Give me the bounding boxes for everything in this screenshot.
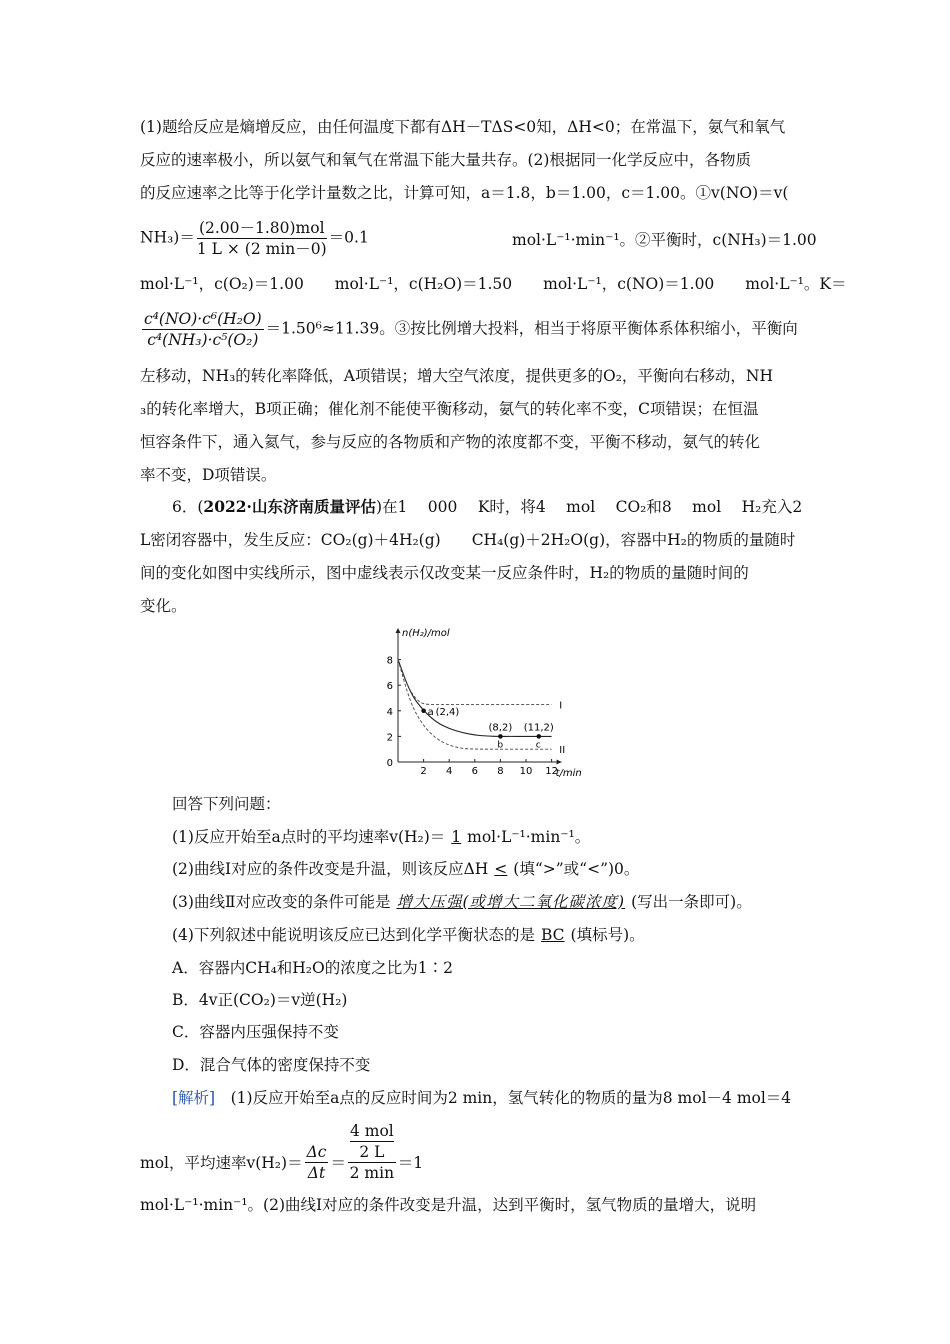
formula-result: ＝0.1: [328, 228, 369, 247]
text-line: 间的变化如图中实线所示，图中虚线表示仅改变某一反应条件时，H₂的物质的量随时间的: [140, 564, 749, 582]
y-tick-label: 0: [386, 758, 393, 769]
formula-rate-nh3: [140, 218, 369, 259]
y-axis-label: n(H₂)/mol: [402, 628, 450, 639]
sub-question-text: (填标号)。: [570, 926, 645, 944]
option-a: A．容器内CH₄和H₂O的浓度之比为1∶2: [172, 959, 453, 977]
answer-4: BC: [540, 926, 565, 944]
y-tick-label: 2: [386, 732, 393, 744]
fraction-numerator: Δc: [306, 1143, 327, 1161]
text-line: mol·L⁻¹，c(O₂)＝1.00 mol·L⁻¹，c(H₂O)＝1.50 mol·L⁻¹，c(NO)＝1.00 mol·L⁻¹。K＝: [140, 275, 847, 293]
question-text: )在1 000 K时，将4 mol CO₂和8 mol H₂充入2: [375, 498, 803, 516]
x-tick-label: 12: [545, 766, 558, 777]
answer-2: <: [494, 860, 508, 878]
text-line: 恒容条件下，通入氦气，参与反应的各物质和产物的浓度都不变，平衡不移动，氨气的转化: [140, 433, 761, 451]
sub-question-text: (写出一条即可)。: [631, 893, 752, 911]
point-label: b: [497, 740, 504, 751]
curve-label-I: I: [559, 700, 563, 712]
text-line: (1)题给反应是熵增反应，由任何温度下都有ΔH－TΔS<0知，ΔH<0；在常温下，氨气和氧气: [140, 118, 786, 136]
text-line: mol·L⁻¹·min⁻¹。②平衡时，c(NH₃)＝1.00: [512, 231, 817, 249]
data-point-a: [421, 709, 426, 714]
sub-question-text: mol·L⁻¹·min⁻¹。: [467, 828, 591, 846]
x-tick-label: 6: [471, 766, 478, 777]
series-line-I: [398, 660, 552, 705]
answer-3: 增大压强(或增大二氧化碳浓度): [396, 893, 626, 911]
formula-k: [140, 309, 798, 350]
formula-prefix: mol，平均速率v(H₂)＝: [140, 1153, 303, 1172]
fraction: [305, 1120, 329, 1183]
x-axis-arrow: [557, 760, 562, 765]
sub-question-text: (2)曲线Ⅰ对应的条件改变是升温，则该反应ΔH: [172, 860, 489, 878]
text-line: 的反应速率之比等于化学计量数之比，计算可知，a＝1.8，b＝1.00，c＝1.00。①v(NO)＝v(: [140, 184, 789, 202]
inner-denominator: 2 L: [359, 1142, 385, 1161]
formula-result: ＝1: [397, 1153, 424, 1172]
analysis-tag: [解析]: [172, 1089, 216, 1107]
inner-numerator: 4 mol: [349, 1121, 394, 1140]
sub-question-3: [172, 892, 752, 912]
analysis-text: (1)反应开始至a点的反应时间为2 min，氢气转化的物质的量为8 mol－4 mol＝4: [230, 1089, 792, 1107]
fraction-numerator: c⁴(NO)·c⁶(H₂O): [144, 310, 262, 328]
point-coord: (2,4): [435, 706, 460, 718]
point-label: c: [535, 740, 541, 751]
answer-1: 1: [451, 828, 462, 846]
text-line: mol·L⁻¹·min⁻¹。(2)曲线Ⅰ对应的条件改变是升温，达到平衡时，氢气物质的量增大，说明: [140, 1196, 757, 1214]
y-tick-label: 4: [386, 706, 393, 718]
data-point-b: [498, 734, 503, 739]
formula-rate-h2: mol，平均速率v(H₂)＝ $\frac{\Delta c}{\Delta t}$ ＝ 4 mol 2 L 2 min ＝1: [140, 1121, 424, 1182]
fraction-numerator: [348, 1121, 396, 1163]
text-line: 变化。: [140, 597, 187, 615]
text-line: 反应的速率极小，所以氨气和氧气在常温下能大量共存。(2)根据同一化学反应中，各物质: [140, 151, 751, 169]
fraction: [197, 218, 327, 259]
data-point-c: [537, 734, 542, 739]
y-axis-arrow: [396, 628, 401, 633]
text-line: L密闭容器中，发生反应：CO₂(g)＋4H₂(g) CH₄(g)＋2H₂O(g)，容器中H₂的物质的量随时: [140, 531, 796, 549]
formula-result: ＝1.50⁶≈11.39。③按比例增大投料，相当于将原平衡体系体积缩小，平衡向: [265, 319, 798, 338]
sub-question-text: (4)下列叙述中能说明该反应已达到化学平衡状态的是: [172, 926, 535, 944]
sub-question-text: (3)曲线Ⅱ对应改变的条件可能是: [172, 893, 391, 911]
fraction-denominator: 2 min: [349, 1163, 395, 1182]
fraction-denominator: Δt: [307, 1164, 326, 1182]
text-line: ₃的转化率增大，B项正确；催化剂不能使平衡移动，氨气的转化率不变，C项错误；在恒温: [140, 400, 759, 418]
text-line: 左移动，NH₃的转化率降低，A项错误；增大空气浓度，提供更多的O₂，平衡向右移动，NH: [140, 367, 773, 385]
point-coord: (11,2): [523, 722, 554, 734]
option-b: B．4v正(CO₂)＝v逆(H₂): [172, 991, 348, 1009]
sub-question-1: [172, 827, 590, 847]
x-axis-label: t/min: [555, 768, 582, 779]
y-tick-label: 6: [386, 681, 393, 693]
x-tick-label: 4: [446, 766, 453, 777]
fraction: [142, 309, 264, 350]
sub-question-4: [172, 925, 645, 945]
y-tick-label: 8: [386, 655, 393, 667]
sub-question-text: (填“>”或“<”)0。: [513, 860, 640, 878]
h2-amount-chart: [378, 624, 608, 784]
analysis-line: [172, 1088, 791, 1108]
x-tick-label: 8: [497, 766, 504, 777]
option-c: C．容器内压强保持不变: [172, 1023, 339, 1041]
point-label: a: [427, 706, 434, 718]
x-tick-label: 10: [519, 766, 533, 777]
curve-label-II: II: [559, 745, 566, 757]
fraction-numerator: (2.00－1.80)mol: [197, 218, 327, 239]
sub-question-text: (1)反应开始至a点时的平均速率v(H₂)＝: [172, 828, 446, 846]
x-tick-label: 2: [420, 766, 427, 777]
point-coord: (8,2): [488, 722, 513, 734]
text-line: 率不变，D项错误。: [140, 466, 277, 484]
question-6-line: [172, 497, 802, 517]
compound-fraction: [348, 1121, 396, 1183]
option-d: D．混合气体的密度保持不变: [172, 1056, 371, 1074]
fraction-denominator: c⁴(NH₃)·c⁵(O₂): [147, 331, 259, 349]
question-source: 2022·山东济南质量评估: [203, 497, 376, 516]
sub-question-2: [172, 859, 639, 879]
question-prompt: 回答下列问题：: [172, 795, 281, 813]
formula-prefix: NH₃)＝: [140, 228, 195, 247]
fraction-denominator: 1 L × (2 min－0): [196, 240, 327, 258]
question-number: 6．(: [172, 498, 204, 516]
